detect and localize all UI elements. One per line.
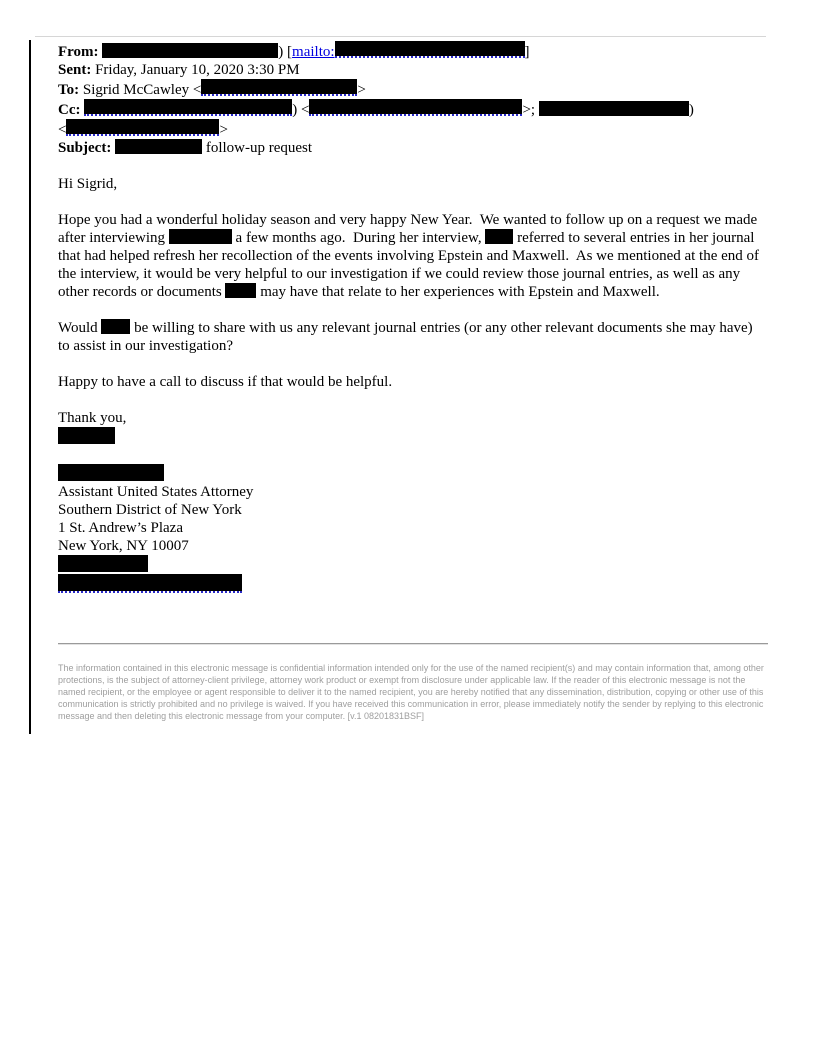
field-label: Sent:: [58, 62, 96, 78]
redaction-bar: [485, 229, 513, 244]
text-line: [58, 537, 768, 555]
redaction-bar: [58, 464, 164, 481]
text-line: [58, 175, 768, 193]
field-label: Cc:: [58, 102, 85, 118]
text-line: [58, 99, 768, 119]
text-line: [58, 139, 768, 157]
text-run: referred to several entries in her journal that had helped refresh her recollection of the events involving Epstein and Maxwell. As we mentioned at the end of the interview, it would be very helpful to our investigation if we could review those journal entries, as well as any other records or documents: [58, 230, 763, 300]
text-run: ): [688, 102, 694, 118]
mailto-link[interactable]: mailto:: [292, 44, 335, 60]
redaction-bar: [66, 119, 219, 136]
text-run: Sigrid McCawley <: [82, 82, 202, 98]
text-line: [58, 483, 768, 501]
text-run: ) <: [292, 102, 310, 118]
text-line: [58, 41, 768, 61]
text-run: Hi Sigrid,: [58, 176, 118, 192]
field-label: To:: [58, 82, 83, 98]
redaction-bar: [539, 101, 689, 116]
text-line: [58, 409, 768, 427]
paragraph-ask: [58, 319, 768, 355]
text-run: Would: [58, 320, 102, 336]
redaction-bar: [335, 41, 525, 58]
text-run: follow-up request: [202, 140, 313, 156]
text-run: ) [: [278, 44, 293, 60]
text-run: Thank you,: [58, 410, 127, 426]
text-line: [58, 61, 768, 79]
text-line: [58, 211, 768, 301]
redaction-bar: [58, 555, 148, 572]
text-line: [58, 519, 768, 537]
text-run: Friday, January 10, 2020 3:30 PM: [95, 62, 300, 78]
text-run: <: [58, 122, 67, 138]
text-run: 1 St. Andrew’s Plaza: [58, 520, 183, 536]
text-run: >;: [522, 102, 539, 118]
text-line: [58, 555, 768, 574]
redaction-bar: [102, 43, 278, 58]
redaction-bar: [309, 99, 522, 116]
redaction-bar: [225, 283, 256, 298]
paragraph-request: [58, 211, 768, 301]
top-rule: [35, 36, 766, 37]
text-line: [58, 319, 768, 355]
text-run: New York, NY 10007: [58, 538, 189, 554]
text-line: [58, 373, 768, 391]
text-run: be willing to share with us any relevant journal entries (or any other relevant documents she may have) to assist in our investigation?: [58, 320, 757, 354]
email-header: [58, 41, 768, 157]
closing: [58, 409, 768, 446]
text-run: a few months ago. During her interview,: [231, 230, 486, 246]
signature-block: [58, 464, 768, 595]
confidentiality-disclaimer: The information contained in this electronic message is confidential information intended only for the use of the named recipient(s) and may contain information that, among other protections, is the subject of attorney-client privilege, attorney work product or exempt from disclosure under applicable law. If the reader of this electronic message is not the named recipient, or the employee or agent responsible to deliver it to the named recipient, you are hereby notified that any dissemination, distribution, copying or other use of this communication is strictly prohibited and no privilege is waived. If you have received this communication in error, please immediately notify the sender by replying to this electronic message and then deleting this electronic message from your computer. [v.1 08201831BSF]: [58, 663, 767, 721]
text-line: [58, 119, 768, 139]
text-run: Hope you had a wonderful holiday season and very happy New Year. We wanted to follow up on a request we made after interviewing: [58, 212, 761, 246]
text-line: [58, 501, 768, 519]
redaction-bar: [58, 574, 242, 593]
email-content: [58, 41, 768, 595]
text-run: ]: [524, 44, 530, 60]
redaction-bar: [101, 319, 130, 334]
text-run: Happy to have a call to discuss if that would be helpful.: [58, 374, 393, 390]
redaction-bar: [115, 139, 202, 154]
paragraph-call: [58, 373, 768, 391]
text-line: [58, 464, 768, 483]
field-label: From:: [58, 44, 103, 60]
text-run: >: [219, 122, 228, 138]
redaction-bar: [58, 427, 115, 444]
redaction-bar: [169, 229, 232, 244]
signature-divider: [58, 643, 768, 645]
text-run: >: [357, 82, 366, 98]
redaction-bar: [201, 79, 357, 96]
text-line: [58, 574, 768, 595]
text-line: [58, 79, 768, 99]
quote-indent-line: [29, 40, 31, 734]
text-run: may have that relate to her experiences with Epstein and Maxwell.: [256, 284, 660, 300]
text-line: [58, 427, 768, 446]
text-run: Assistant United States Attorney: [58, 484, 254, 500]
redaction-bar: [84, 99, 292, 116]
field-label: Subject:: [58, 140, 116, 156]
text-run: Southern District of New York: [58, 502, 242, 518]
greeting: [58, 175, 768, 193]
